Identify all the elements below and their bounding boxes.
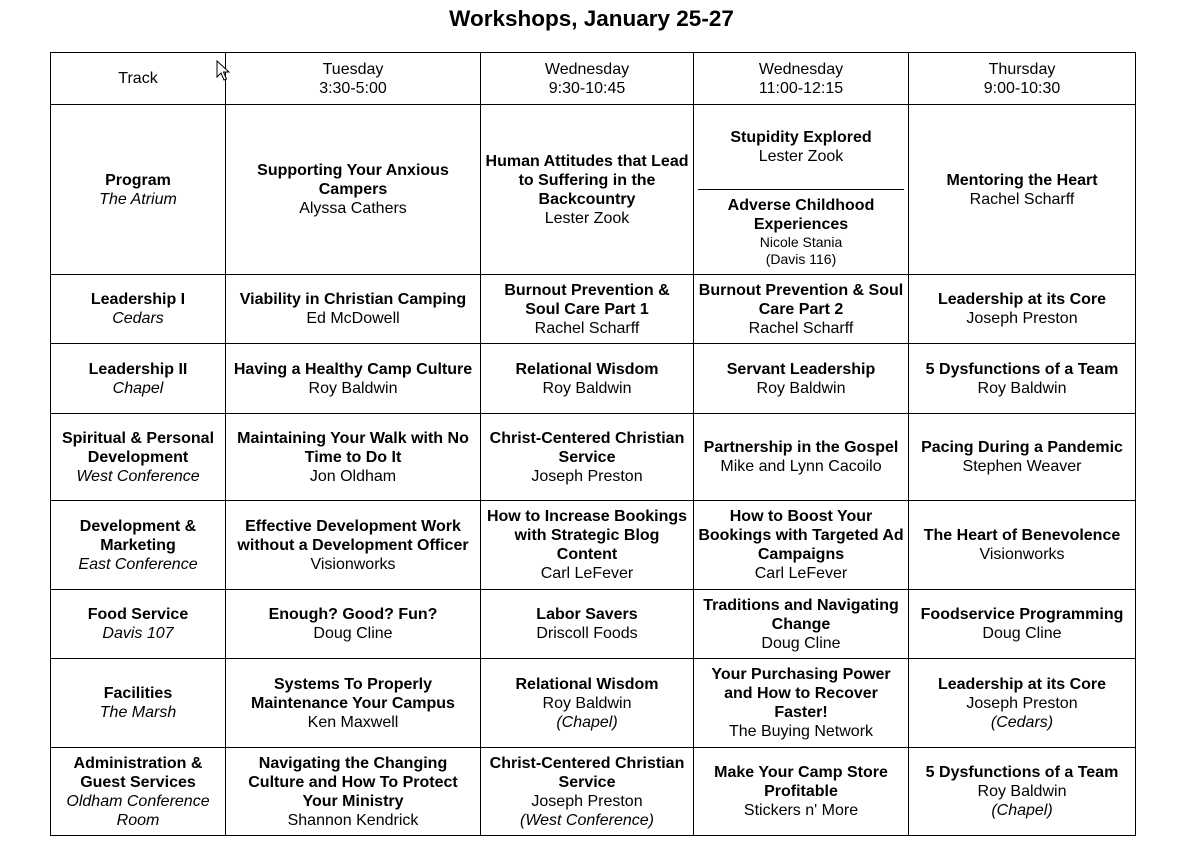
session-room: (West Conference) — [520, 811, 654, 829]
session-speaker: Joseph Preston — [531, 467, 643, 485]
split-session-cell — [694, 105, 909, 275]
track-cell — [51, 748, 226, 836]
session-cell — [694, 414, 909, 501]
session-speaker: The Buying Network — [728, 723, 874, 740]
track-location: The Marsh — [99, 704, 177, 721]
session-title: Burnout Prevention & Soul Care Part 2 — [698, 281, 904, 318]
session-cell — [909, 414, 1136, 501]
session-speaker: Roy Baldwin — [756, 379, 846, 397]
session-title: Navigating the Changing Culture and How To Protect Your Ministry — [248, 754, 458, 810]
session-title: Systems To Properly Maintenance Your Campus — [251, 675, 455, 712]
session-title: Human Attitudes that Lead to Suffering in the Backcountry — [485, 152, 689, 208]
session-title: Servant Leadership — [726, 360, 876, 378]
session-top — [698, 105, 904, 190]
session-cell — [226, 275, 481, 344]
session-title: 5 Dysfunctions of a Team — [925, 764, 1119, 781]
track-name: Administration & Guest Services — [73, 754, 203, 791]
track-location: The Atrium — [99, 190, 177, 208]
table-row — [51, 748, 1136, 836]
column-header-wednesday-am — [481, 53, 694, 105]
column-day: Wednesday — [544, 60, 630, 78]
session-room: (Chapel) — [556, 713, 618, 731]
track-location: Davis 107 — [102, 625, 174, 642]
session-title: Leadership at its Core — [937, 675, 1107, 693]
session-cell — [226, 659, 481, 748]
track-name: Leadership II — [88, 360, 188, 378]
track-cell — [51, 414, 226, 501]
session-speaker: Stephen Weaver — [962, 458, 1082, 475]
session-speaker: Jon Oldham — [309, 467, 397, 485]
session-speaker: Roy Baldwin — [977, 783, 1067, 800]
session-title: How to Increase Bookings with Strategic Blog Content — [486, 508, 688, 563]
session-cell — [694, 748, 909, 836]
session-title: Christ-Centered Christian Service — [489, 429, 685, 466]
column-day: Tuesday — [322, 60, 384, 78]
session-cell — [481, 590, 694, 659]
session-title: Traditions and Navigating Change — [703, 596, 899, 633]
session-cell — [481, 501, 694, 590]
session-title: Enough? Good? Fun? — [268, 606, 438, 623]
track-name: Development & Marketing — [79, 517, 197, 554]
session-speaker: Carl LeFever — [540, 565, 634, 582]
session-speaker: Rachel Scharff — [969, 190, 1075, 208]
table-row — [51, 344, 1136, 414]
session-cell — [694, 275, 909, 344]
session-speaker: Roy Baldwin — [977, 379, 1067, 397]
session-cell — [226, 344, 481, 414]
session-cell — [226, 414, 481, 501]
session-title: Adverse Childhood Experiences — [727, 197, 875, 233]
session-title: Partnership in the Gospel — [703, 439, 899, 456]
session-room: (Chapel) — [991, 802, 1053, 819]
track-name: Food Service — [87, 606, 189, 623]
session-title: Stupidity Explored — [730, 129, 872, 146]
column-time: 9:00-10:30 — [983, 79, 1061, 97]
mouse-cursor-icon — [216, 60, 230, 82]
column-time: 3:30-5:00 — [319, 79, 387, 97]
track-name: Facilities — [103, 685, 173, 702]
session-title: How to Boost Your Bookings with Targeted Ad Campaigns — [698, 508, 904, 563]
session-speaker: Joseph Preston — [531, 792, 643, 810]
session-title: Pacing During a Pandemic — [921, 439, 1123, 456]
table-row — [51, 105, 1136, 275]
session-cell — [481, 414, 694, 501]
session-title: Leadership at its Core — [937, 291, 1107, 308]
session-cell — [481, 344, 694, 414]
session-speaker: Roy Baldwin — [308, 379, 398, 397]
session-speaker: Roy Baldwin — [542, 694, 632, 712]
track-name: Leadership I — [90, 291, 186, 308]
session-title: Effective Development Work without a Development Officer — [237, 517, 469, 554]
track-cell — [51, 105, 226, 275]
session-room: (Cedars) — [990, 713, 1054, 731]
table-row — [51, 590, 1136, 659]
session-title: Supporting Your Anxious Campers — [257, 162, 449, 198]
session-title: Christ-Centered Christian Service — [489, 754, 685, 791]
session-cell — [226, 105, 481, 275]
session-cell — [226, 590, 481, 659]
column-time: 11:00-12:15 — [758, 79, 844, 97]
table-row — [51, 414, 1136, 501]
session-title: Maintaining Your Walk with No Time to Do It — [237, 429, 469, 466]
session-cell — [226, 501, 481, 590]
session-cell — [694, 344, 909, 414]
track-cell — [51, 501, 226, 590]
table-row — [51, 501, 1136, 590]
session-speaker: Visionworks — [979, 546, 1065, 563]
page-title: Workshops, January 25-27 — [449, 6, 734, 31]
session-speaker: Rachel Scharff — [748, 319, 854, 337]
session-cell — [694, 590, 909, 659]
session-speaker: Doug Cline — [982, 625, 1062, 642]
header-row — [51, 53, 1136, 105]
session-title: Mentoring the Heart — [946, 171, 1098, 189]
session-title: Relational Wisdom — [515, 360, 659, 378]
track-location: Oldham Conference Room — [66, 792, 210, 829]
session-cell — [909, 501, 1136, 590]
session-cell — [226, 748, 481, 836]
session-speaker: Shannon Kendrick — [287, 811, 419, 829]
table-row — [51, 659, 1136, 748]
session-speaker: Rachel Scharff — [534, 319, 640, 337]
track-cell — [51, 275, 226, 344]
column-header-wednesday-midday — [694, 53, 909, 105]
column-time: 9:30-10:45 — [548, 79, 626, 97]
session-speaker: Ed McDowell — [306, 310, 400, 327]
session-title: Your Purchasing Power and How to Recover Faster! — [711, 666, 891, 721]
session-cell — [481, 105, 694, 275]
track-location: Chapel — [112, 379, 164, 397]
session-speaker: Nicole Stania — [759, 234, 843, 250]
session-cell — [909, 105, 1136, 275]
track-cell — [51, 659, 226, 748]
session-cell — [481, 748, 694, 836]
column-header-tuesday — [226, 53, 481, 105]
session-speaker: Driscoll Foods — [536, 625, 638, 642]
session-speaker: Joseph Preston — [966, 310, 1078, 327]
session-speaker: Lester Zook — [544, 209, 630, 227]
track-cell — [51, 344, 226, 414]
session-cell — [909, 748, 1136, 836]
session-cell — [694, 501, 909, 590]
session-speaker: Roy Baldwin — [542, 379, 632, 397]
session-speaker: Joseph Preston — [966, 694, 1078, 712]
track-header: Track — [51, 53, 226, 105]
session-cell — [909, 659, 1136, 748]
session-title: The Heart of Benevolence — [923, 527, 1121, 544]
session-bottom — [698, 190, 904, 274]
track-location: Cedars — [112, 310, 164, 327]
session-title: Burnout Prevention & Soul Care Part 1 — [504, 281, 670, 318]
session-cell — [909, 590, 1136, 659]
session-speaker: Ken Maxwell — [307, 713, 399, 731]
workshop-schedule-table — [50, 52, 1136, 836]
session-speaker: Doug Cline — [761, 634, 841, 652]
session-title: Foodservice Programming — [920, 606, 1124, 623]
table-row — [51, 275, 1136, 344]
session-speaker: Stickers n' More — [743, 802, 859, 819]
session-cell — [481, 275, 694, 344]
session-title: Having a Healthy Camp Culture — [233, 360, 473, 378]
track-location: East Conference — [78, 555, 198, 573]
session-cell — [909, 344, 1136, 414]
session-title: Labor Savers — [536, 606, 638, 623]
session-speaker: Visionworks — [310, 555, 396, 573]
session-title: Relational Wisdom — [515, 675, 659, 693]
session-speaker: Alyssa Cathers — [299, 200, 407, 217]
session-title: 5 Dysfunctions of a Team — [925, 360, 1119, 378]
session-cell — [694, 659, 909, 748]
session-cell — [909, 275, 1136, 344]
track-name: Program — [105, 171, 171, 189]
track-location: West Conference — [76, 467, 200, 485]
session-title: Viability in Christian Camping — [239, 291, 467, 308]
track-cell — [51, 590, 226, 659]
track-name: Spiritual & Personal Development — [61, 429, 215, 466]
session-speaker: Carl LeFever — [754, 565, 848, 582]
column-day: Wednesday — [758, 60, 844, 78]
session-speaker: Doug Cline — [313, 625, 393, 642]
session-title: Make Your Camp Store Profitable — [714, 764, 888, 800]
session-speaker: Lester Zook — [758, 148, 844, 165]
session-cell — [481, 659, 694, 748]
column-day: Thursday — [988, 60, 1056, 78]
column-header-thursday — [909, 53, 1136, 105]
session-room: (Davis 116) — [765, 251, 837, 267]
session-speaker: Mike and Lynn Cacoilo — [720, 458, 882, 475]
